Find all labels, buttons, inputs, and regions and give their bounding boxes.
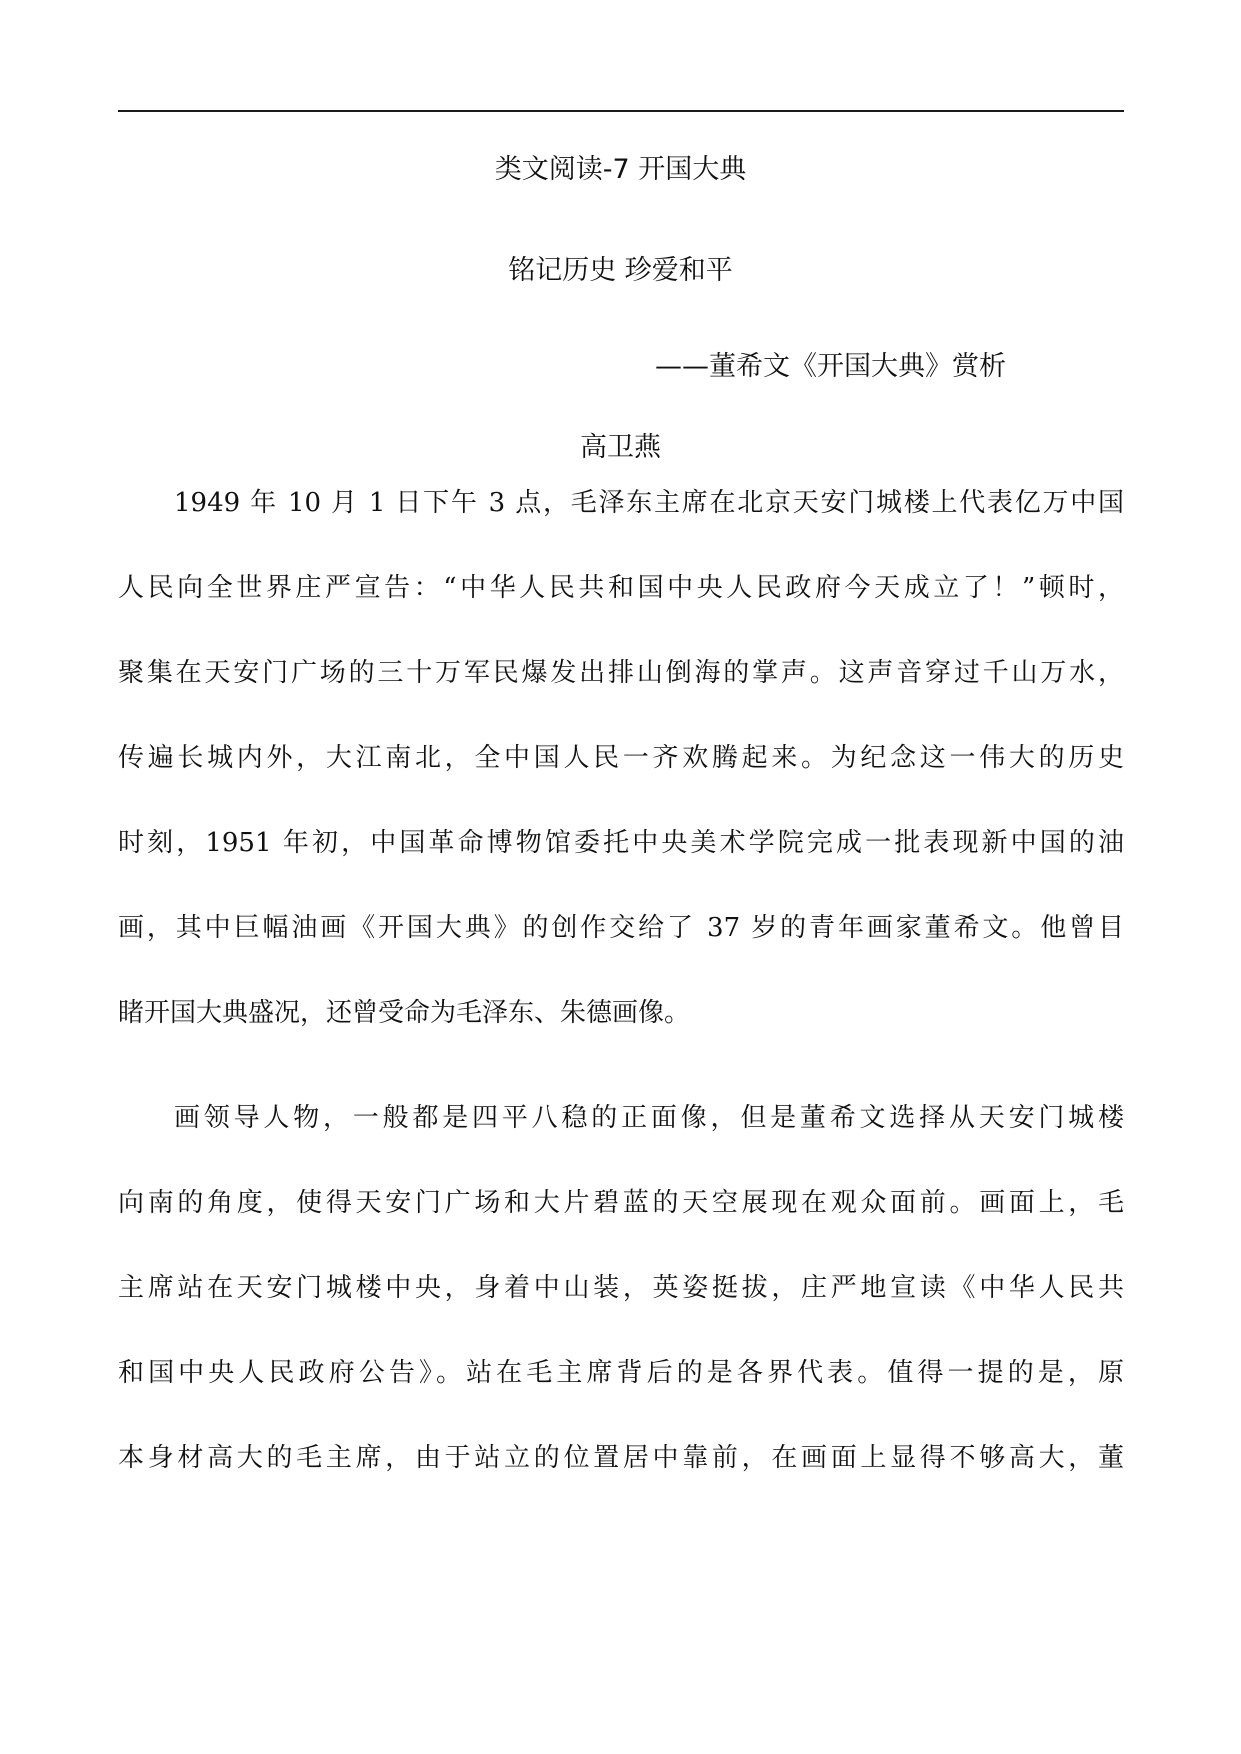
paragraph-line: 1949 年 10 月 1 日下午 3 点，毛泽东主席在北京天安门城楼上代表亿万中国 xyxy=(174,488,1124,518)
article-source-line: ——董希文《开国大典》赏析 xyxy=(655,351,1006,382)
article-author: 高卫燕 xyxy=(580,432,661,463)
paragraph-line: 和国中央人民政府公告》。站在毛主席背后的是各界代表。值得一提的是，原 xyxy=(118,1358,1124,1388)
paragraph-line: 聚集在天安门广场的三十万军民爆发出排山倒海的掌声。这声音穿过千山万水， xyxy=(118,658,1124,688)
paragraph-line: 向南的角度，使得天安门广场和大片碧蓝的天空展现在观众面前。画面上，毛 xyxy=(118,1188,1124,1218)
paragraph-line: 本身材高大的毛主席，由于站立的位置居中靠前，在画面上显得不够高大，董 xyxy=(118,1443,1124,1473)
paragraph-line: 传遍长城内外，大江南北，全中国人民一齐欢腾起来。为纪念这一伟大的历史 xyxy=(118,743,1124,773)
paragraph-line: 时刻，1951 年初，中国革命博物馆委托中央美术学院完成一批表现新中国的油 xyxy=(118,828,1124,858)
paragraph-line: 画领导人物，一般都是四平八稳的正面像，但是董希文选择从天安门城楼 xyxy=(174,1103,1124,1133)
article-title: 铭记历史 珍爱和平 xyxy=(508,255,733,286)
paragraph-line: 画，其中巨幅油画《开国大典》的创作交给了 37 岁的青年画家董希文。他曾目 xyxy=(118,913,1124,943)
header-rule xyxy=(118,110,1124,112)
paragraph-line: 睹开国大典盛况，还曾受命为毛泽东、朱德画像。 xyxy=(118,998,691,1028)
document-title: 类文阅读-7 开国大典 xyxy=(494,154,747,185)
paragraph-line: 人民向全世界庄严宣告：“中华人民共和国中央人民政府今天成立了！”顿时， xyxy=(118,573,1124,603)
paragraph-line: 主席站在天安门城楼中央，身着中山装，英姿挺拔，庄严地宣读《中华人民共 xyxy=(118,1273,1124,1303)
